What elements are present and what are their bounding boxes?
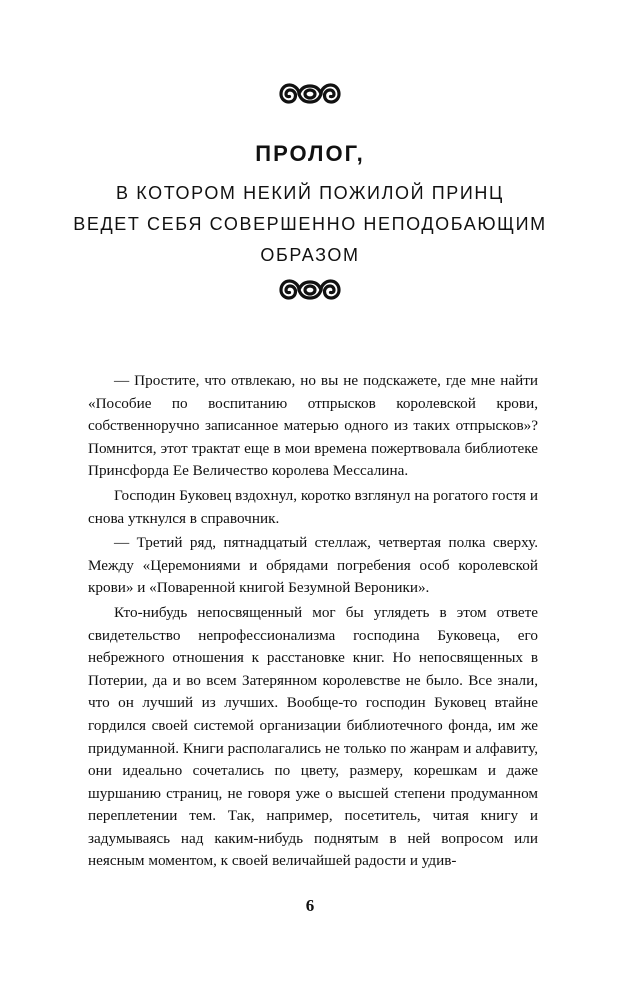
ornament-top-icon xyxy=(0,82,620,106)
ornament-bottom-icon xyxy=(0,278,620,302)
paragraph: Кто-нибудь непосвященный мог бы углядеть в этом ответе свидетельство непрофессионализма господина Буковеца, его небрежного отношения к расстановке книг. Но непосвященных в Потерии, да и во всем Затерянном королевстве не было. Все знали, что он лучший из лучших. Вообще-то господин Буковец втайне гордился своей системой организации библиотечного фонда, им же придуманной. Книги располагались не только по жанрам и алфавиту, они идеально сочетались по цвету, размеру, корешкам и даже шуршанию страниц, не говоря уже о высшей степени продуманном переплетении тем. Так, например, посетитель, читая книгу и задумываясь над каким-нибудь поднятым в ней вопросом или неясным моментом, к своей величайшей радости и удив- xyxy=(88,603,538,870)
paragraph: Господин Буковец вздохнул, коротко взглянул на рогатого гостя и снова уткнулся в справочник. xyxy=(88,486,538,527)
page-number: 6 xyxy=(305,896,315,915)
chapter-title: ПРОЛОГ, xyxy=(255,141,365,166)
double-spiral-ornament-icon xyxy=(279,278,341,302)
subtitle-line: ВЕДЕТ СЕБЯ СОВЕРШЕННО НЕПОДОБАЮЩИМ xyxy=(73,214,547,234)
chapter-subtitle xyxy=(0,178,620,271)
paragraph: — Третий ряд, пятнадцатый стеллаж, четвертая полка сверху. Между «Церемониями и обрядами погребения особ королевской крови» и «Поваренной книгой Безумной Вероники». xyxy=(88,534,538,597)
subtitle-line: ОБРАЗОМ xyxy=(260,245,360,265)
body-text xyxy=(88,370,538,873)
subtitle-line: В КОТОРОМ НЕКИЙ ПОЖИЛОЙ ПРИНЦ xyxy=(116,183,504,203)
double-spiral-ornament-icon xyxy=(279,82,341,106)
paragraph: — Простите, что отвлекаю, но вы не подскажете, где мне найти «Пособие по воспитанию отпрысков королевской крови, собственноручно записанное матерью одного из таких отпрысков»? Помнится, этот трактат еще в мои времена пожертвовала библиотеке Принсфорда Ее Величество королева Мессалина. xyxy=(88,372,538,480)
